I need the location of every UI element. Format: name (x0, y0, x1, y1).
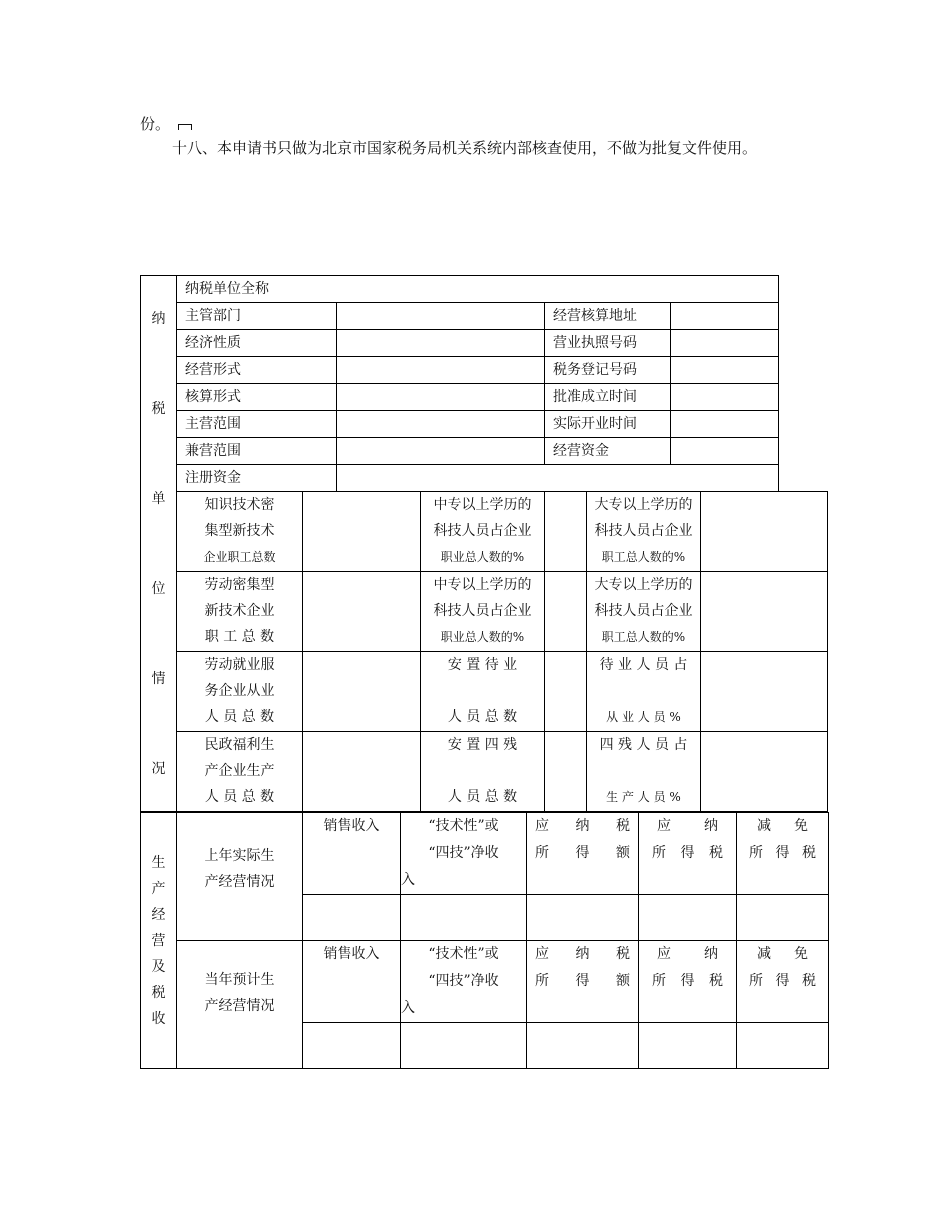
knowledge-secondary-ratio-label: 中专以上学历的 科技人员占企业 职业总人数的% (421, 492, 545, 572)
taxpayer-side-label-char: 纳 (151, 310, 166, 327)
welfare-staff-label: 民政福利生 产企业生产 人 员 总 数 (177, 732, 303, 812)
economic-nature-label: 经济性质 (177, 330, 337, 357)
taxpayer-side-label-char: 况 (151, 760, 166, 777)
employment-staff-label: 劳动就业服 务企业从业 人 员 总 数 (177, 652, 303, 732)
bracket-mark-icon (178, 119, 192, 131)
tax-reg-number-field[interactable] (671, 357, 779, 384)
business-form-field[interactable] (337, 357, 545, 384)
knowledge-staff-label: 知识技术密 集型新技术 企业职工总数 (177, 492, 303, 572)
main-scope-label: 主营范围 (177, 411, 337, 438)
taxpayer-side-label-char: 情 (151, 670, 166, 687)
prev-tax-relief-label: 减 免 所 得 税 (737, 813, 829, 895)
knowledge-secondary-ratio-field[interactable] (545, 492, 587, 572)
labor-staff-label: 劳动密集型 新技术企业 职 工 总 数 (177, 572, 303, 652)
reg-capital-label: 注册资金 (177, 465, 337, 492)
reg-capital-field[interactable] (337, 465, 779, 492)
open-date-label: 实际开业时间 (545, 411, 671, 438)
side-scope-field[interactable] (337, 438, 545, 465)
economic-nature-field[interactable] (337, 330, 545, 357)
production-side-label-char: 产 (151, 880, 166, 897)
placed-disabled-label: 安 置 四 残 人 员 总 数 (421, 732, 545, 812)
approval-date-field[interactable] (671, 384, 779, 411)
business-address-field[interactable] (671, 303, 779, 330)
labor-college-ratio-label: 大专以上学历的 科技人员占企业 职工总人数的% (587, 572, 701, 652)
prev-taxable-income-field[interactable] (527, 895, 639, 941)
prev-year-label: 上年实际生 产经营情况 (177, 813, 303, 941)
unemployed-ratio-label: 待 业 人 员 占 从 业 人 员 % (587, 652, 701, 732)
disabled-ratio-field[interactable] (701, 732, 828, 812)
taxpayer-info-table (140, 275, 828, 812)
production-side-label-char: 收 (151, 1010, 166, 1027)
knowledge-staff-field[interactable] (303, 492, 421, 572)
production-side-label-char: 营 (151, 932, 166, 949)
this-income-tax-label: 应 纳 所 得 税 (639, 941, 737, 1023)
prev-net-income-field[interactable] (401, 895, 527, 941)
side-scope-label: 兼营范围 (177, 438, 337, 465)
knowledge-college-ratio-label: 大专以上学历的 科技人员占企业 职工总人数的% (587, 492, 701, 572)
prev-sales-field[interactable] (303, 895, 401, 941)
prev-tax-relief-field[interactable] (737, 895, 829, 941)
production-side-label-char: 税 (151, 984, 166, 1001)
labor-college-ratio-field[interactable] (701, 572, 828, 652)
unemployed-ratio-field[interactable] (701, 652, 828, 732)
this-tax-relief-label: 减 免 所 得 税 (737, 941, 829, 1023)
this-year-label: 当年预计生 产经营情况 (177, 941, 303, 1069)
this-income-tax-field[interactable] (639, 1023, 737, 1069)
prev-taxable-income-label: 应 纳 税 所 得 额 (527, 813, 639, 895)
production-side-label-char: 经 (151, 906, 166, 923)
section-taxpayer-label (141, 276, 177, 812)
supervising-dept-field[interactable] (337, 303, 545, 330)
this-net-income-field[interactable] (401, 1023, 527, 1069)
this-taxable-income-label: 应 纳 税 所 得 额 (527, 941, 639, 1023)
welfare-staff-field[interactable] (303, 732, 421, 812)
knowledge-college-ratio-field[interactable] (701, 492, 828, 572)
capital-field[interactable] (671, 438, 779, 465)
placed-unemployed-label: 安 置 待 业 人 员 总 数 (421, 652, 545, 732)
placed-disabled-field[interactable] (545, 732, 587, 812)
license-number-label: 营业执照号码 (545, 330, 671, 357)
taxpayer-side-label-char: 税 (151, 400, 166, 417)
prev-income-tax-field[interactable] (639, 895, 737, 941)
this-sales-field[interactable] (303, 1023, 401, 1069)
continued-text-content: 份。 (140, 115, 171, 133)
taxpayer-full-name-label: 纳税单位全称 (177, 276, 779, 303)
placed-unemployed-field[interactable] (545, 652, 587, 732)
production-tax-table (140, 812, 829, 1069)
production-side-label-char: 生 (151, 854, 166, 871)
taxpayer-side-label-char: 单 (151, 490, 166, 507)
disabled-ratio-label: 四 残 人 员 占 生 产 人 员 % (587, 732, 701, 812)
labor-secondary-ratio-field[interactable] (545, 572, 587, 652)
main-scope-field[interactable] (337, 411, 545, 438)
continued-text (140, 115, 192, 133)
labor-staff-field[interactable] (303, 572, 421, 652)
this-sales-label: 销售收入 (303, 941, 401, 1023)
clause-18: 十八、本申请书只做为北京市国家税务局机关系统内部核查使用，不做为批复文件使用。 (172, 139, 758, 157)
employment-staff-field[interactable] (303, 652, 421, 732)
section-production-label (141, 813, 177, 1069)
this-taxable-income-field[interactable] (527, 1023, 639, 1069)
production-side-label-char: 及 (151, 958, 166, 975)
prev-net-income-label: “技术性”或 “四技”净收 入 (401, 813, 527, 895)
supervising-dept-label: 主管部门 (177, 303, 337, 330)
prev-income-tax-label: 应 纳 所 得 税 (639, 813, 737, 895)
labor-secondary-ratio-label: 中专以上学历的 科技人员占企业 职业总人数的% (421, 572, 545, 652)
capital-label: 经营资金 (545, 438, 671, 465)
approval-date-label: 批准成立时间 (545, 384, 671, 411)
business-form-label: 经营形式 (177, 357, 337, 384)
license-number-field[interactable] (671, 330, 779, 357)
this-net-income-label: “技术性”或 “四技”净收 入 (401, 941, 527, 1023)
business-address-label: 经营核算地址 (545, 303, 671, 330)
tax-reg-number-label: 税务登记号码 (545, 357, 671, 384)
open-date-field[interactable] (671, 411, 779, 438)
accounting-form-label: 核算形式 (177, 384, 337, 411)
this-tax-relief-field[interactable] (737, 1023, 829, 1069)
accounting-form-field[interactable] (337, 384, 545, 411)
prev-sales-label: 销售收入 (303, 813, 401, 895)
taxpayer-side-label-char: 位 (151, 580, 166, 597)
